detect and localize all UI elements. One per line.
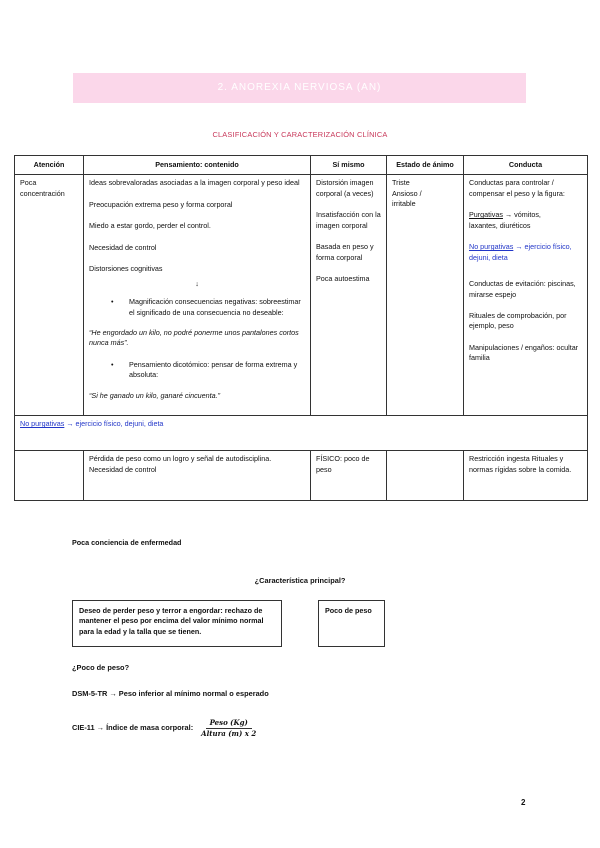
pensamiento-p5: Distorsiones cognitivas [89, 264, 163, 274]
box-deseo: Deseo de perder peso y terror a engordar: rechazo de mantener el peso por encima del valor mínimo normal para la edad y la talla que se tienen. [72, 600, 282, 647]
mid-no-purgativas-label: No purgativas [20, 419, 65, 429]
cell-conducta [464, 175, 588, 416]
question-main: ¿Característica principal? [254, 576, 346, 585]
cell-conducta-2: Restricción ingesta Rituales y normas rígidas sobre la comida. [464, 451, 588, 501]
bullet-dicotomico [89, 360, 305, 381]
fraction-denominator: Altura (m) x 2 [201, 729, 257, 739]
si-mismo-p4: Poca autoestima [316, 274, 370, 284]
estado-line2: Ansioso / [392, 188, 422, 198]
quote-2: “Si he ganado un kilo, ganaré cincuenta.” [89, 390, 221, 400]
question-peso: ¿Poco de peso? [72, 663, 130, 672]
header-pensamiento: Pensamiento: contenido [84, 156, 311, 175]
conducta-p5: Manipulaciones / engaños: ocultar familia [469, 342, 579, 363]
cell-estado [387, 175, 464, 416]
bullet-icon: • [111, 359, 114, 369]
pensamiento-p2: Preocupación extrema peso y forma corporal [89, 199, 233, 209]
cell-empty [15, 451, 84, 501]
estado-line3: irritable [392, 199, 416, 209]
conducta-p1: Conductas para controlar / compensar el peso y la figura: [469, 178, 565, 198]
table-header-row [15, 156, 588, 175]
estado-line1: Triste [392, 178, 410, 188]
header-conducta: Conducta [464, 156, 588, 175]
fraction-numerator: Peso (Kg) [206, 718, 252, 729]
no-purgativas-label: No purgativas [469, 242, 514, 252]
purgativas-arrow: → vómitos, [502, 210, 541, 220]
table-row [15, 416, 588, 451]
conducta-no-purgativas [469, 242, 582, 263]
arrow-down-icon: ↓ [195, 278, 199, 288]
mid-row-cell [15, 416, 588, 451]
bullet-text: pensar de forma extrema y absoluta: [129, 359, 298, 380]
clinical-table [14, 155, 588, 501]
table-row [15, 451, 588, 501]
chapter-banner: 2. ANOREXIA NERVIOSA (AN) [73, 73, 526, 103]
cell-si-mismo [311, 175, 387, 416]
conducta-p3: Conductas de evitación: piscinas, mirarse espejo [469, 279, 576, 299]
quote-1: “He engordado un kilo, no podré ponerme unos pantalones cortos nunca más”. [89, 327, 299, 348]
pensamiento-p4: Necesidad de control [89, 242, 157, 252]
bullet-title: Pensamiento dicotómico: [129, 359, 210, 369]
pensamiento-p3: Miedo a estar gordo, perder el control. [89, 221, 211, 231]
cell-si-mismo-2: FÍSICO: poco de peso [311, 451, 387, 501]
si-mismo-p1: Distorsión imagen corporal (a veces) [316, 178, 374, 198]
table-row [15, 175, 588, 416]
bullet-icon: • [111, 297, 114, 307]
cell-pensamiento [84, 175, 311, 416]
cie-label: CIE-11 → Índice de masa corporal: [72, 723, 194, 733]
header-atencion: Atención [15, 156, 84, 175]
cie-text [72, 718, 260, 739]
purgativas-label: Purgativas [469, 210, 503, 220]
box-poco-peso: Poco de peso [318, 600, 385, 647]
bullet-magnificacion [89, 297, 305, 318]
dsm-text: DSM-5-TR → Peso inferior al mínimo normal o esperado [72, 689, 269, 698]
poca-conciencia-text: Poca conciencia de enfermedad [72, 538, 182, 547]
page-number: 2 [521, 798, 526, 807]
mid-no-purgativas-rest: → ejercicio físico, dejuni, dieta [64, 419, 164, 429]
no-purgativas-rest: → ejercicio físico, dejuni, dieta [469, 242, 572, 262]
atencion-text: Poca concentración [20, 178, 65, 198]
cell-empty [387, 451, 464, 501]
bullet-title: Magnificación consecuencias negativas: [129, 297, 258, 307]
cell-pensamiento-2: Pérdida de peso como un logro y señal de autodisciplina. Necesidad de control [84, 451, 311, 501]
cell-atencion [15, 175, 84, 416]
section-title: CLASIFICACIÓN Y CARACTERIZACIÓN CLÍNICA [212, 130, 388, 139]
si-mismo-p3: Basada en peso y forma corporal [316, 242, 374, 262]
conducta-purgativas [469, 210, 582, 231]
purgativas-rest: laxantes, diuréticos [469, 220, 531, 230]
bmi-fraction [197, 718, 260, 739]
pensamiento-p1: Ideas sobrevaloradas asociadas a la imagen corporal y peso ideal [89, 178, 300, 188]
bullet-text: sobreestimar el significado de una consecuencia no deseable: [129, 297, 301, 317]
header-si-mismo: Sí mismo [311, 156, 387, 175]
si-mismo-p2: Insatisfacción con la imagen corporal [316, 210, 381, 230]
header-estado: Estado de ánimo [387, 156, 464, 175]
conducta-p4: Rituales de comprobación, por ejemplo, peso [469, 310, 567, 331]
